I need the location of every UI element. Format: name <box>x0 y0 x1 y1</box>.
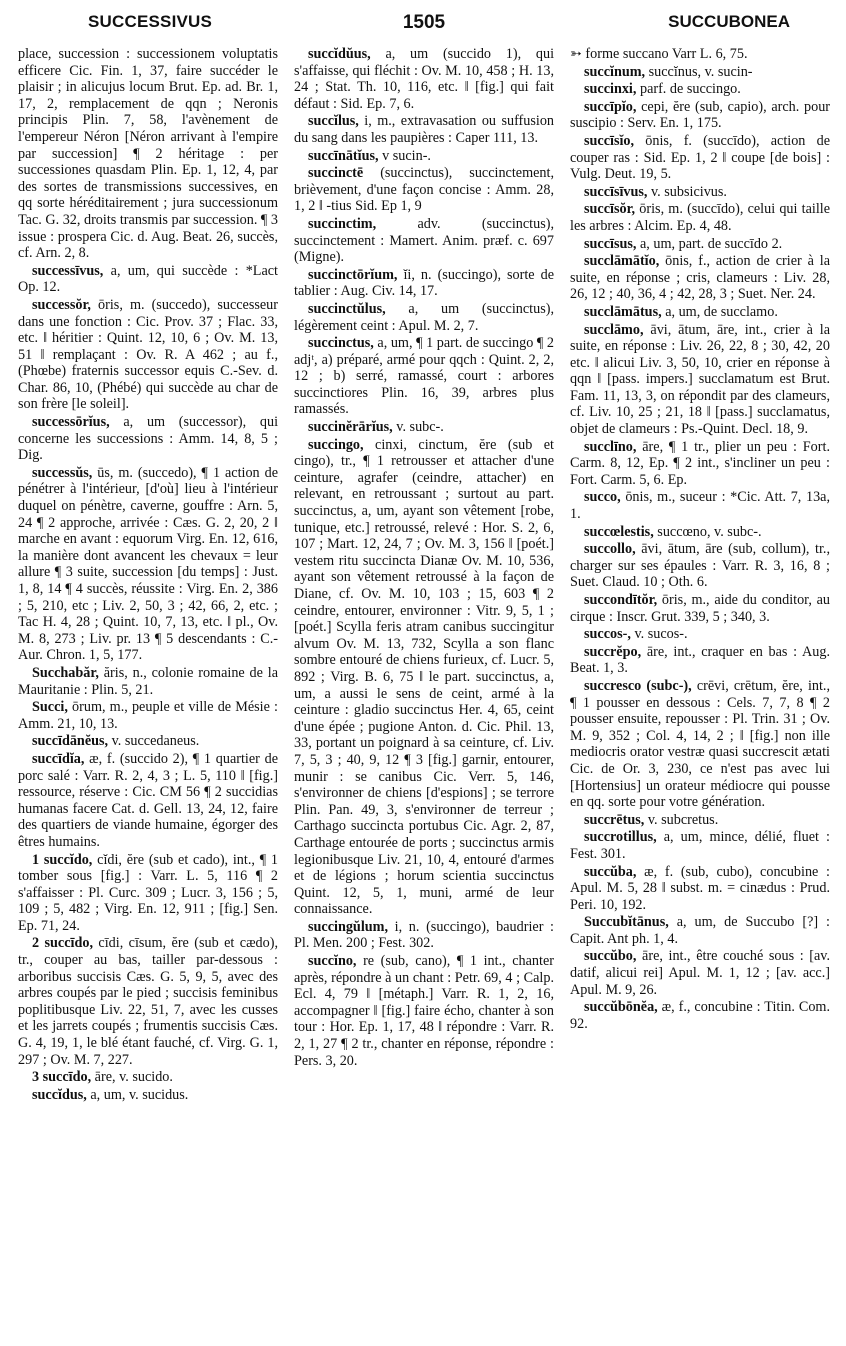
entry-definition: æ, f., concubine : Titin. Com. 92. <box>570 999 830 1032</box>
entry-definition: ōris, m., aide du conditor, au cirque : Inscr. Grut. 339, 5 ; 340, 3. <box>570 592 830 625</box>
entry-definition: a, um, v. sucidus. <box>90 1086 189 1103</box>
dictionary-entry <box>570 948 830 998</box>
entry-headword: succinĕrārĭus, <box>308 419 393 436</box>
entry-definition: crēvi, crētum, ĕre, int., ¶ 1 pousser en dessous : Cels. 7, 7, 8 ¶ 2 pousser ensuite, repousser : Pl. Trin. 31 ; Ov. M. 9, 352 ; Col. 4, 14, 2 ; ‖ [fig.] non ille mediocris orator vestræ quasi succrescit ætati Cic. de Or. 3, 230, ce n'est pas avec lui [Hortensius] un orateur médiocre qui pousse en qq. sorte pour votre génération. <box>570 677 830 811</box>
dictionary-entry <box>570 524 830 541</box>
entry-definition: a, um, de Succubo [?] : Capit. Ant ph. 1, 4. <box>570 914 830 947</box>
entry-headword: succrētus, <box>584 811 645 828</box>
dictionary-entry <box>570 626 830 643</box>
entry-headword: succinctim, <box>308 215 377 232</box>
dictionary-entry <box>294 148 554 165</box>
dictionary-entry <box>570 236 830 253</box>
dictionary-entry <box>570 99 830 132</box>
entry-definition: cīdi, cīsum, ĕre (sub et cædo), tr., couper au bas, tailler par-dessous : arboribus succisis Cæs. G. 5, 9, 5, avec des arbres coupés par le pied ; succisis feminibus poplitibusque Liv. 22, 51, 7, avec les cusses et les jarrets coupés ; frumentis succisis Cæs. G. 4, 19, 1, le blé étant fauché, cf. Virg. G. 1, 297 ; Ov. M. 7, 227. <box>18 935 278 1068</box>
entry-headword: succinctus, <box>308 335 374 352</box>
entry-headword: succingŭlum, <box>308 918 389 935</box>
entry-headword: succo, <box>584 489 621 506</box>
column-2 <box>294 46 554 1336</box>
dictionary-entry <box>18 852 278 935</box>
entry-definition: a, um (succinctus), légèrement ceint : Apul. M. 2, 7. <box>294 300 554 334</box>
dictionary-entry <box>18 46 278 262</box>
entry-definition: v. succedaneus. <box>111 733 200 750</box>
entry-headword: succlāmo, <box>584 321 644 338</box>
entry-definition: (succinctus), succinctement, brièvement, d'une façon concise : Amm. 28, 1, 2 ‖ -tius Sid. Ep 1, 9 <box>294 165 554 215</box>
dictionary-entry <box>18 414 278 464</box>
entry-definition: āre, int., craquer en bas : Aug. Beat. 1, 3. <box>570 643 830 677</box>
dictionary-entry <box>294 113 554 146</box>
entry-definition: æ, f. (succido 2), ¶ 1 quartier de porc salé : Varr. R. 2, 4, 3 ; L. 5, 110 ‖ [fig.] ressource, réserve : Cic. CM 56 ¶ 2 succidias humanas facere Cat. d. Gell. 13, 24, 12, faire des quartiers de viande humaine, égorger des êtres humains. <box>18 750 278 850</box>
dictionary-entry <box>294 216 554 266</box>
entry-headword: succrotillus, <box>584 829 657 846</box>
entry-headword: 3 succīdo, <box>32 1069 92 1086</box>
entry-headword: succœlestis, <box>584 523 654 540</box>
entry-definition: āvi, ātum, āre, int., crier à la suite, en réponse : Liv. 26, 22, 8 ; 30, 42, 20 etc. ‖ alicui Liv. 3, 50, 10, crier en réponse à qqn ‖ [pass. impers.] succlamatum est Brut. Fam. 11, 13, 3, on répondit par des clameurs, cf. Liv. 10, 25 ; 21, 18 ‖ [pass.] succlamatus, objet de clameurs : Ps.-Quint. Decl. 18, 9. <box>570 321 830 438</box>
entry-headword: succĭdŭus, <box>308 46 371 62</box>
entry-headword: succīsĭo, <box>584 132 635 149</box>
entry-headword: successōrĭus, <box>32 414 110 431</box>
dictionary-entry <box>570 914 830 947</box>
entry-headword: succĭno, <box>308 953 357 970</box>
entry-headword: succinxi, <box>584 81 637 98</box>
dictionary-entry <box>570 46 830 63</box>
dictionary-columns <box>18 46 832 1336</box>
dictionary-entry <box>294 301 554 334</box>
dictionary-entry <box>570 184 830 201</box>
entry-headword: succos-, <box>584 626 631 643</box>
dictionary-entry <box>570 829 830 862</box>
entry-definition: ūs, m. (succedo), ¶ 1 action de pénétrer à l'intérieur, [d'où] lieu à l'intérieur duquel on pénètre, caverne, gouffre : Arn. 5, 24 ¶ 2 approche, arrivée : Cæs. G. 2, 20, 2 ‖ marche en avant : equorum Virg. En. 12, 616, la manière dont avancent les chevaux = leur allure ¶ 3 suite, succession [du temps] : Just. 1, 8, 14 ¶ 4 succès, réussite : Virg. En. 2, 386 ; 5, 210, etc ; Liv. 2, 50, 3 ; 42, 66, 2, etc. ; Tac H. 4, 28 ; Quint. 10, 7, 13, etc. ‖ pl., Ov. M. 8, 273 ; Liv. pr. 13 ¶ 5 descendants : C.-Aur. Chron. 1, 5, 177. <box>18 464 278 664</box>
dictionary-entry <box>18 751 278 851</box>
entry-headword: succīsŏr, <box>584 201 636 218</box>
dictionary-entry <box>18 935 278 1068</box>
entry-definition: adv. (succinctus), succinctement : Mamert. Anim. præf. c. 697 (Migne). <box>294 215 554 266</box>
dictionary-entry <box>18 733 278 750</box>
entry-definition: v. subcretus. <box>647 811 719 828</box>
entry-definition: re (sub, cano), ¶ 1 int., chanter après, répondre à un chant : Petr. 69, 4 ; Calp. Ecl. 4, 79 ‖ [métaph.] Varr. R. 1, 2, 16, accompagner ‖ [fig.] faire écho, chanter à son tour : Hor. Ep. 1, 17, 48 ‖ répondre : Varr. R. 2, 1, 27 ¶ 2 tr., chanter en réponse, répondre : Pers. 3, 20. <box>294 953 554 1069</box>
dictionary-entry <box>18 1087 278 1104</box>
entry-headword: succinctē <box>308 165 364 182</box>
dictionary-entry <box>18 465 278 664</box>
entry-definition: parf. de succingo. <box>639 81 741 98</box>
entry-definition: āre, ¶ 1 tr., plier un peu : Fort. Carm. 8, 12, Ep. ¶ 2 int., s'incliner un peu : Fort. Carm. 5, 6. Ep. <box>570 438 830 488</box>
dictionary-entry <box>18 263 278 296</box>
dictionary-entry <box>570 489 830 522</box>
entry-headword: successŭs, <box>32 464 93 481</box>
dictionary-entry <box>570 304 830 321</box>
entry-definition: a, um (succido 1), qui s'affaisse, qui fléchit : Ov. M. 10, 458 ; H. 13, 24 ; Stat. Th. 10, 116, etc. ‖ [fig.] qui fait défaut : Sid. Ep. 7, 6. <box>294 46 554 112</box>
column-1 <box>18 46 278 1336</box>
entry-headword: succinctōrĭum, <box>308 266 398 283</box>
entry-headword: succŭbo, <box>584 948 637 965</box>
dictionary-entry <box>294 335 554 418</box>
entry-headword: succĭlus, <box>308 113 359 130</box>
entry-headword: Succi, <box>32 699 68 716</box>
entry-headword: succĭdus, <box>32 1086 87 1103</box>
dictionary-entry <box>294 419 554 436</box>
entry-headword: succĭnum, <box>584 63 646 80</box>
entry-definition: v. sucos-. <box>634 626 688 643</box>
dictionary-entry <box>570 253 830 303</box>
entry-headword: succlīno, <box>584 438 637 455</box>
entry-headword: successīvus, <box>32 262 104 279</box>
dictionary-entry <box>294 46 554 112</box>
entry-definition: āre, v. sucido. <box>94 1069 173 1086</box>
entry-headword: succīdānĕus, <box>32 733 109 750</box>
entry-headword: Succubĭtānus, <box>584 914 669 931</box>
dictionary-entry <box>570 999 830 1032</box>
page-header <box>18 12 830 38</box>
entry-definition: ăris, n., colonie romaine de la Mauritanie : Plin. 5, 21. <box>18 664 278 698</box>
entry-definition: a, um, de succlamo. <box>665 303 778 320</box>
entry-definition: āvi, ātum, āre (sub, collum), tr., charger sur ses épaules : Varr. R. 3, 16, 8 ; Suet. Claud. 10 ; Oth. 6. <box>570 541 830 591</box>
entry-definition: v. subc-. <box>396 419 444 436</box>
entry-definition: v. subsicivus. <box>651 183 727 200</box>
dictionary-entry <box>570 541 830 591</box>
entry-definition: ōnis, m., suceur : *Cic. Att. 7, 13a, 1. <box>570 489 830 523</box>
entry-definition: i, m., extravasation ou suffusion du sang dans les paupières : Caper 111, 13. <box>294 113 554 146</box>
entry-definition: a, um, qui succède : *Lact Op. 12. <box>18 262 278 296</box>
entry-definition: place, succession : successionem voluptatis efficere Cic. Fin. 1, 37, faire succéder le plaisir ; in alicujus locum Brut. Ep. ad. Br. 1, 17, 2, remplacement de qqn ; Neronis principis Plin. 7, 58, l'avènement de l'empereur Néron [Néron arrivant à l'empire par succession] ¶ 2 héritage : per successiones quasdam Plin. Ep. 1, 12, 4, par des sortes de transmissions successives, en qq sorte héréditairement ; jura successionum Tac. G. 32, droits transmis par succession. ¶ 3 issue : prospera Cic. d. Aug. Beat. 26, succès, cf. Arn. 2, 8. <box>18 46 278 262</box>
entry-headword: succinctŭlus, <box>308 300 386 317</box>
entry-definition: ōris, m. (succedo), successeur dans une fonction : Cic. Prov. 37 ; Flac. 33, etc. ‖ héritier : Quint. 12, 10, 6 ; Ov. M. 13, 51 ‖ remplaçant : Ov. R. A 462 ; au f., (Phœbe) fraternis successor equis C.-Sev. d. Char. 86, 10, (Phébé) qui succède au char de son frère [le soleil]. <box>18 296 278 413</box>
entry-headword: succlāmātĭo, <box>584 253 660 270</box>
entry-headword: succīsīvus, <box>584 183 648 200</box>
entry-headword: successŏr, <box>32 296 91 313</box>
entry-headword: Succhabăr, <box>32 664 99 681</box>
entry-headword: succresco (subc-), <box>584 677 692 694</box>
right-guide-word: SUCCUBONEA <box>668 12 790 31</box>
entry-headword: succīpĭo, <box>584 98 637 115</box>
entry-definition: a, um (successor), qui concerne les successions : Amm. 14, 8, 5 ; Dig. <box>18 414 278 464</box>
dictionary-entry <box>294 165 554 215</box>
entry-definition: i, n. (succingo), baudrier : Pl. Men. 200 ; Fest. 302. <box>294 918 554 952</box>
dictionary-entry <box>294 919 554 952</box>
entry-headword: 1 succĭdo, <box>32 851 93 868</box>
entry-definition: a, um, mince, délié, fluet : Fest. 301. <box>570 829 830 862</box>
entry-headword: succrĕpo, <box>584 643 642 660</box>
dictionary-entry <box>570 64 830 81</box>
dictionary-entry <box>570 864 830 914</box>
entry-definition: cĭdi, ĕre (sub et cado), int., ¶ 1 tomber sous [fig.] : Varr. L. 5, 116 ¶ 2 s'affaisser : Pl. Curc. 309 ; Lucr. 3, 156 ; 5, 109 ; 5, 482 ; Virg. En. 12, 911 ; [fig.] Sen. Ep. 71, 24. <box>18 851 278 934</box>
entry-definition: succĭnus, v. sucin- <box>648 63 753 80</box>
entry-definition: cepi, ĕre (sub, capio), arch. pour suscipio : Serv. En. 1, 175. <box>570 98 830 132</box>
entry-definition: ōnis, f. (succīdo), action de couper ras : Sid. Ep. 1, 2 ‖ coupe [de bois] : Vulg. Deut. 19, 5. <box>570 132 830 183</box>
dictionary-entry <box>570 322 830 438</box>
entry-definition: ōrum, m., peuple et ville de Mésie : Amm. 21, 10, 13. <box>18 699 278 732</box>
entry-definition: ōris, m. (succīdo), celui qui taille les arbres : Alcim. Ep. 4, 48. <box>570 201 830 234</box>
entry-headword: succīsus, <box>584 235 637 252</box>
dictionary-entry <box>570 81 830 98</box>
column-3 <box>570 46 830 1336</box>
entry-headword: succingo, <box>308 436 364 453</box>
dictionary-entry <box>570 133 830 183</box>
dictionary-entry <box>570 592 830 625</box>
entry-headword: 2 succīdo, <box>32 935 93 952</box>
entry-definition: ōnis, f., action de crier à la suite, en réponse ; cris, clameurs : Liv. 28, 26, 12 ; 40, 36, 4 ; 42, 28, 3 ; Suet. Ner. 24. <box>570 253 830 303</box>
left-guide-word: SUCCESSIVUS <box>88 12 213 31</box>
entry-headword: succlāmātus, <box>584 303 662 320</box>
entry-definition: succœno, v. subc-. <box>657 523 762 540</box>
dictionary-entry <box>18 699 278 732</box>
dictionary-entry <box>18 297 278 413</box>
entry-definition: ➳ forme succano Varr L. 6, 75. <box>570 46 748 62</box>
entry-definition: āre, int., être couché sous : [av. datif, alicui rei] Apul. M. 1, 12 ; [av. acc.] Apul. M. 9, 26. <box>570 948 830 998</box>
entry-definition: v sucin-. <box>382 147 431 164</box>
entry-headword: succŭba, <box>584 863 637 880</box>
dictionary-entry <box>294 437 554 918</box>
entry-headword: succīnātĭus, <box>308 147 379 164</box>
entry-definition: ĭi, n. (succingo), sorte de tablier : Aug. Civ. 14, 17. <box>294 266 554 300</box>
entry-headword: succŭbōnĕa, <box>584 999 658 1016</box>
dictionary-entry <box>570 678 830 811</box>
entry-definition: a, um, ¶ 1 part. de succingo ¶ 2 adjᵗ, a) préparé, armé pour qqch : Quint. 2, 2, 12 ; b) serré, ramassé, court : arbores succinctiores Plin. 16, 39, arbres plus ramassés. <box>294 335 554 418</box>
page-number: 1505 <box>402 12 446 33</box>
entry-headword: succollo, <box>584 541 636 558</box>
dictionary-entry <box>570 201 830 234</box>
dictionary-entry <box>570 812 830 829</box>
dictionary-entry <box>18 665 278 698</box>
entry-definition: a, um, part. de succīdo 2. <box>639 235 783 252</box>
entry-definition: æ, f. (sub, cubo), concubine : Apul. M. 5, 28 ‖ subst. m. = cinædus : Prud. Peri. 10, 192. <box>570 863 830 913</box>
dictionary-entry <box>294 953 554 1069</box>
dictionary-entry <box>570 439 830 489</box>
dictionary-entry <box>570 644 830 677</box>
dictionary-entry <box>294 267 554 300</box>
dictionary-entry <box>18 1069 278 1086</box>
entry-headword: succīdĭa, <box>32 750 85 767</box>
entry-headword: succondītŏr, <box>584 592 658 608</box>
entry-definition: cinxi, cinctum, ĕre (sub et cingo), tr., ¶ 1 retrousser et attacher d'une ceinture, agrafer (ceindre, attacher) en relevant, en retroussant ; surtout au part. succinctus, a, um, ayant son vêtement [robe, tunique, etc.] retroussé, relevé : Hor. S. 2, 6, 107 ; Mart. 12, 24, 7 ; Ov. M. 3, 156 ‖ [poét.] vestem ritu succincta Dianæ Ov. M. 10, 536, ayant son vêtement retroussé à la façon de Diane, cf. Ov. M. 10, 103 ; 15, 603 ¶ 2 ceindre, entourer, environner : Vitr. 9, 5, 1 ; [poét.] Scylla feris atram canibus succingitur alvum Ov. M. 13, 732, Scylla a son flanc sombre entouré de chiens furieux, cf. Lucr. 5, 892 ; Virg. B. 6, 75 ‖ le part. succinctus, a, um, a aussi le sens de ceint, armé à la ceinture : gladio succinctus Her. 4, 65, ceint d'une épée ; pugione Anton. d. Cic. Phil. 13, 33, portant un poignard à sa ceinture, cf. Liv. 7, 5, 3 ; 40, 9, 12 ¶ 3 [fig.] garnir, entourer, munir : se canibus Cic. Verr. 5, 146, s'environner de chiens [d'espions] ; se terrore Plin. Pan. 49, 3, s'environner de terreur ; Carthago succincta portubus Cic. Agr. 2, 87, Carthage entourée de ports ; succinctus armis legionibusque Liv. 21, 10, 4, entouré d'armes et de légions ; horum scientia succinctus Quint. 12, 5, 1, muni, armé de leur connaissance. <box>294 436 554 918</box>
